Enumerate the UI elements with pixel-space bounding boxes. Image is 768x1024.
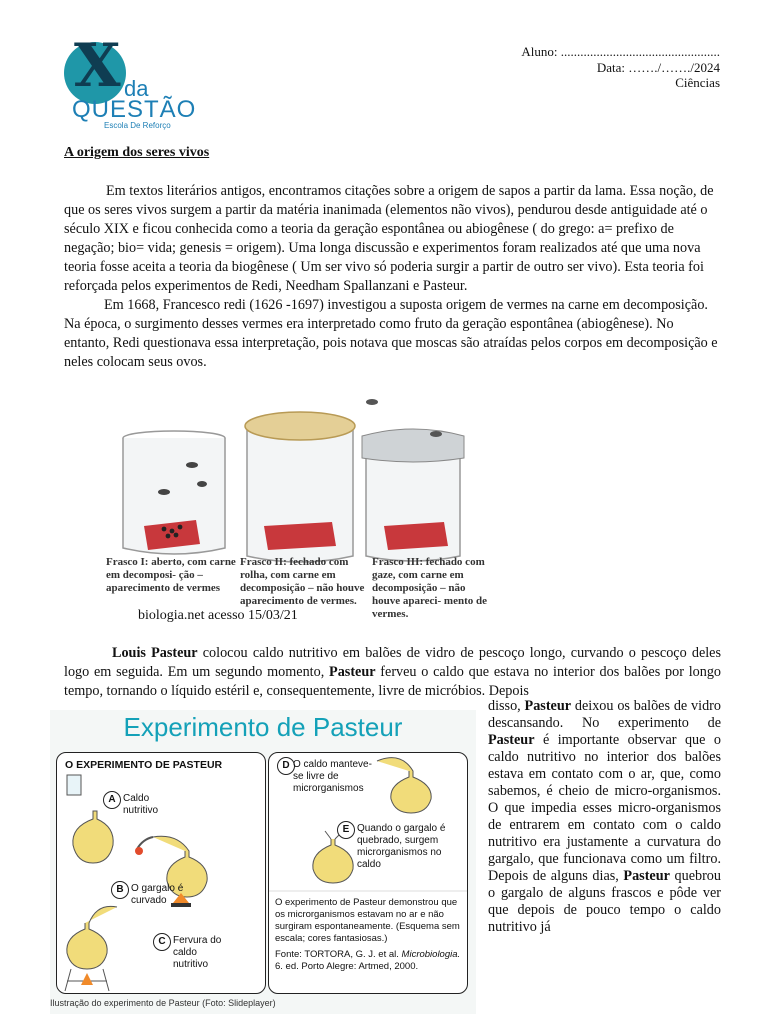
name-pasteur: Pasteur [329,664,376,680]
step-e-label: Quando o gargalo é quebrado, surgem microrganismos no caldo [357,823,446,870]
logo-questao: QUESTÃO [72,96,197,123]
pasteur-text-4: deixou os balões de vidro descansando. No experimento de [488,698,721,731]
name-louis-pasteur: Louis Pasteur [112,645,198,661]
student-name-field: Aluno: ................................................. [521,44,720,59]
jar-2 [245,412,355,562]
jar-2-caption: Frasco II: fechado com rolha, com carne em decomposição – não houve aparecimento de vermes. [240,556,365,607]
name-pasteur: Pasteur [623,868,670,884]
redi-source: biologia.net acesso 15/03/21 [138,608,298,623]
step-b-label: O gargalo é curvado [131,883,184,906]
pasteur-results-box [268,752,468,994]
badge-c: C [153,933,171,951]
logo-subtitle: Escola De Reforço [104,121,171,130]
intro-text [64,182,721,372]
pasteur-text-5: é importante observar que o caldo nutritivo no interior dos balões estava em contato com o ar, que, como sabemos, é cheio de micro-organismos. O que impedia esses micro-organismos de entrarem em contato com o caldo nutritivo era justamente a curvatura do gargalo, que funcionava como um filtro. Depois de alguns dias, [488,732,721,884]
badge-e: E [337,821,355,839]
figure-source [275,949,461,973]
step-c-label: Fervura do caldo nutritivo [173,935,222,970]
logo-x: X [74,31,121,101]
steps-box-title: O EXPERIMENTO DE PASTEUR [65,759,223,771]
paragraph-1: Em textos literários antigos, encontramos citações sobre a origem de sapos a partir da lama. Essa noção, de que os seres vivos surgem a partir da matéria inanimada (elementos não vivos), pendurou desde antiguidade até o século XIX e ficou conhecida como a teoria da geração espontânea ou abiogênese ( do grego: a= prefixo de negação; bio= vida; genesis = origem). Uma longa discussão e experimentos foram realizados até que uma nova teoria fosse aceita a teoria da biogênese ( Um ser vivo só poderia surgir a partir de outro ser vivo). Esta teoria foi reforçada pelos experimentos de Redi, Needham Spallanzani e Pasteur. [64,183,714,294]
step-d-label: O caldo manteve-se livre de microrganismos [293,759,372,794]
page-title: A origem dos seres vivos [64,145,210,160]
redi-experiment-figure [104,398,496,630]
jar-3-caption: Frasco III: fechado com gaze, com carne em decomposição – não houve apareci- mento de vermes. [372,556,487,620]
pasteur-right-column [488,698,721,936]
pasteur-steps-box [56,752,266,994]
pasteur-text-3: disso, [488,698,525,714]
conclusion-text: O experimento de Pasteur demonstrou que os microrganismos estavam no ar e não surgiram espontaneamente. (Esquema sem escala; cores fantasiosas.) [275,897,460,944]
name-pasteur: Pasteur [488,732,535,748]
badge-a: A [103,791,121,809]
jar-1-caption: Frasco I: aberto, com carne em decomposi- ção – aparecimento de vermes [106,556,236,594]
badge-d: D [277,757,295,775]
date-field: Data: ……./……./2024 [596,60,720,75]
pasteur-paragraph [64,644,721,701]
source-rest: 6. ed. Porto Alegre: Artmed, 2000. [275,961,419,972]
logo-da: da [124,76,149,101]
flask-illustrations [57,753,265,993]
pasteur-text-1: colocou caldo nutritivo em balões de vidro de pescoço longo, curvando o pescoço deles logo em seguida. Em um segundo momento, [64,645,722,680]
paragraph-2: Em 1668, Francesco redi (1626 -1697) investigou a suposta origem de vermes na carne em decomposição. Na época, o surgimento desses vermes era interpretado como fruto da geração espontânea (abiogênese). No entanto, Redi questionava essa interpretação, pois notava que moscas são atraídas pelos corpos em decomposição e neles colocam seus ovos. [64,297,718,370]
step-a-label: Caldo nutritivo [123,793,159,816]
jar-1 [123,431,225,554]
pasteur-figure-title: Experimento de Pasteur [123,712,403,742]
source-prefix: Fonte: TORTORA, G. J. et al. [275,949,402,960]
source-book: Microbiologia. [401,949,461,960]
pasteur-text-2: ferveu o caldo que estava no interior dos balões por longo tempo, tornando o líquido estéril e, consequentemente, livre de micróbios. Depois [64,664,722,699]
jar-3 [362,399,464,561]
pasteur-text-6: quebrou o gargalo de alguns frascos e pôde ver que depois de pouco tempo o caldo nutritivo já [488,868,721,935]
name-pasteur: Pasteur [524,698,572,714]
pasteur-figure-credit: Ilustração do experimento de Pasteur (Foto: Slideplayer) [50,998,276,1008]
badge-b: B [111,881,129,899]
subject-label: Ciências [675,75,720,90]
